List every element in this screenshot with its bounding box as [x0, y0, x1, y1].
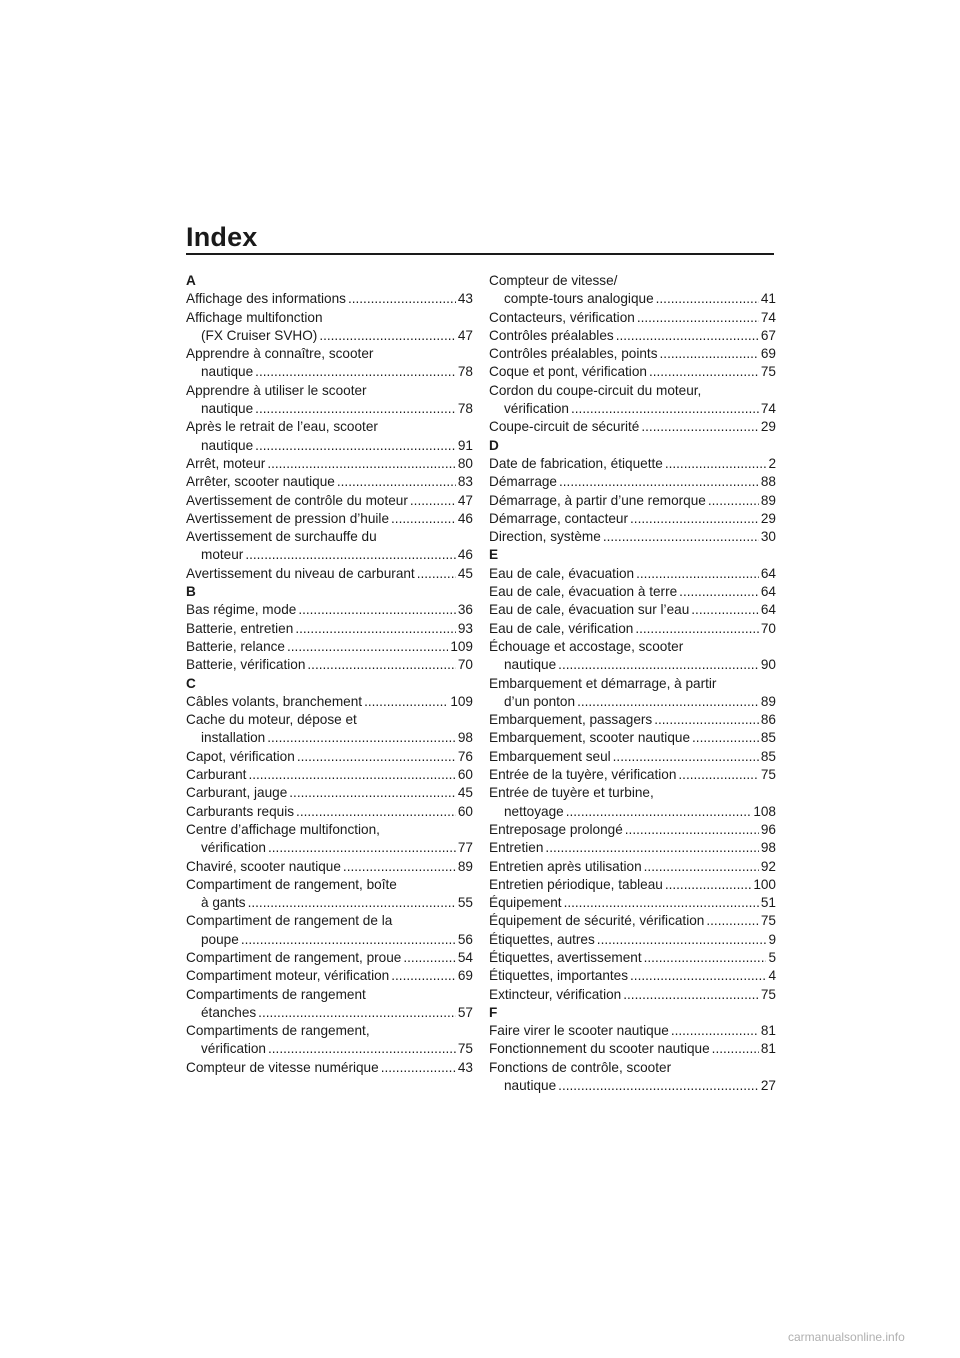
index-entry-label: Arrêter, scooter nautique [186, 474, 335, 490]
index-entry [489, 601, 776, 619]
index-column-right [489, 272, 776, 1095]
dot-leader [417, 565, 456, 583]
index-entry-text: Compteur de vitesse/ [489, 273, 618, 288]
index-entry-text: Embarquement et démarrage, à partir [489, 675, 717, 691]
index-letter-heading: B [186, 584, 196, 600]
index-page-number: 70 [457, 657, 473, 673]
index-page-number: 75 [760, 913, 776, 929]
index-page-number: 60 [457, 767, 473, 783]
index-page-number: 64 [760, 584, 776, 600]
index-entry [186, 693, 473, 711]
index-entry [186, 949, 473, 967]
index-entry [186, 492, 473, 510]
index-entry [489, 345, 776, 363]
dot-leader [665, 876, 751, 894]
index-entry [186, 1059, 473, 1077]
index-entry-label: Compartiment de rangement, proue [186, 949, 402, 965]
index-entry-label: Avertissement de pression d’huile [186, 510, 390, 526]
index-entry-label: Coque et pont, vérification [489, 364, 647, 380]
dot-leader [623, 986, 759, 1004]
index-page-number: 88 [760, 474, 776, 490]
index-entry-label: vérification [201, 840, 266, 856]
index-entry-label: Eau de cale, évacuation [489, 565, 635, 581]
page-title: Index [186, 222, 258, 252]
index-page-number: 43 [457, 1059, 473, 1075]
index-page-number: 75 [760, 986, 776, 1002]
dot-leader [644, 949, 767, 967]
index-entry [489, 986, 776, 1004]
index-entry-text: Compartiments de rangement, [186, 1023, 370, 1039]
dot-leader [641, 418, 759, 436]
index-page-number: 47 [457, 492, 473, 508]
dot-leader [391, 510, 456, 528]
index-page-number: 56 [457, 931, 473, 947]
index-entry [489, 729, 776, 747]
index-entry-label: nautique [201, 364, 254, 380]
dot-leader [625, 821, 759, 839]
dot-leader [241, 931, 456, 949]
index-entry-text: Compartiments de rangement [186, 986, 366, 1002]
index-entry-label: nautique [504, 1078, 557, 1094]
index-entry [489, 656, 776, 674]
dot-leader [656, 290, 759, 308]
index-entry-text: Cordon du coupe-circuit du moteur, [489, 382, 702, 398]
index-entry [489, 510, 776, 528]
dot-leader [577, 693, 759, 711]
index-page-number: 74 [760, 309, 776, 325]
index-entry-label: Extincteur, vérification [489, 986, 622, 1002]
index-page-number: 96 [760, 821, 776, 837]
index-page-number: 98 [760, 840, 776, 856]
index-page-number: 67 [760, 327, 776, 343]
index-entry-label: Affichage des informations [186, 291, 346, 307]
dot-leader [712, 1040, 759, 1058]
dot-leader [381, 1059, 456, 1077]
index-entry-text: Centre d’affichage multifonction, [186, 821, 380, 837]
index-entry-label: Entretien [489, 840, 544, 856]
index-entry [489, 803, 776, 821]
index-page-number: 29 [760, 419, 776, 435]
index-entry-label: Contacteurs, vérification [489, 309, 635, 325]
dot-leader [348, 290, 456, 308]
index-entry [489, 949, 776, 967]
index-page-number: 109 [450, 638, 473, 654]
index-page-number: 78 [457, 401, 473, 417]
index-page-number: 89 [760, 492, 776, 508]
index-entry [186, 1004, 473, 1022]
index-entry-label: Démarrage, à partir d’une remorque [489, 492, 706, 508]
index-page-number: 51 [760, 895, 776, 911]
dot-leader [613, 748, 759, 766]
index-page-number: 75 [760, 767, 776, 783]
dot-leader [654, 711, 759, 729]
dot-leader [649, 363, 759, 381]
index-entry [186, 620, 473, 638]
index-entry [186, 510, 473, 528]
dot-leader [255, 400, 456, 418]
index-entry-label: Entrée de la tuyère, vérification [489, 767, 677, 783]
dot-leader [267, 455, 456, 473]
index-entry [186, 363, 473, 381]
index-page-number: 108 [753, 803, 776, 819]
index-entry-label: Chaviré, scooter nautique [186, 858, 341, 874]
index-page-number: 85 [760, 730, 776, 746]
dot-leader [248, 894, 456, 912]
index-entry [489, 967, 776, 985]
index-page-number: 27 [760, 1078, 776, 1094]
index-entry [186, 1040, 473, 1058]
index-entry [489, 858, 776, 876]
dot-leader [691, 601, 759, 619]
dot-leader [258, 1004, 456, 1022]
index-entry [186, 601, 473, 619]
index-entry [489, 473, 776, 491]
index-entry-label: à gants [201, 895, 246, 911]
index-entry-label: Entretien périodique, tableau [489, 876, 663, 892]
dot-leader [319, 327, 456, 345]
index-entry-label: Embarquement seul [489, 748, 611, 764]
index-entry-label: compte-tours analogique [504, 291, 654, 307]
index-letter-heading: A [186, 273, 196, 288]
dot-leader [307, 656, 455, 674]
index-entry [186, 766, 473, 784]
index-entry-label: Carburant [186, 767, 247, 783]
index-entry [186, 729, 473, 747]
dot-leader [297, 748, 456, 766]
index-page-number: 75 [457, 1041, 473, 1057]
index-entry-label: Contrôles préalables, points [489, 346, 658, 362]
index-page-number: 90 [760, 657, 776, 673]
index-page-number: 85 [760, 748, 776, 764]
index-entry-label: Faire virer le scooter nautique [489, 1023, 669, 1039]
dot-leader [248, 766, 455, 784]
index-entry [186, 546, 473, 564]
index-page-number: 69 [760, 346, 776, 362]
index-page-number: 43 [457, 291, 473, 307]
index-entry [489, 583, 776, 601]
index-entry-label: Eau de cale, évacuation sur l’eau [489, 602, 690, 618]
index-entry [186, 437, 473, 455]
index-entry [489, 455, 776, 473]
index-entry [489, 693, 776, 711]
dot-leader [287, 638, 448, 656]
index-entry-label: Bas régime, mode [186, 602, 297, 618]
dot-leader [364, 693, 448, 711]
dot-leader [267, 729, 456, 747]
index-entry-label: nautique [201, 401, 254, 417]
index-page-number: 75 [760, 364, 776, 380]
index-letter-heading: C [186, 675, 196, 691]
dot-leader [630, 967, 766, 985]
index-entry-label: Capot, vérification [186, 748, 295, 764]
index-entry-label: Entretien après utilisation [489, 858, 642, 874]
index-entry-label: (FX Cruiser SVHO) [201, 327, 318, 343]
index-entry [489, 620, 776, 638]
dot-leader [678, 766, 758, 784]
dot-leader [679, 583, 759, 601]
dot-leader [597, 931, 767, 949]
dot-leader [337, 473, 456, 491]
index-entry [489, 1022, 776, 1040]
index-entry-label: Étiquettes, importantes [489, 968, 629, 984]
index-entry-text: Affichage multifonction [186, 309, 323, 325]
index-page-number: 81 [760, 1041, 776, 1057]
index-entry-text: Apprendre à connaître, scooter [186, 346, 374, 362]
dot-leader [671, 1022, 759, 1040]
index-entry-label: étanches [201, 1004, 257, 1020]
index-entry-label: Batterie, relance [186, 638, 285, 654]
index-entry-label: Carburants requis [186, 803, 295, 819]
index-entry-text: Avertissement de surchauffe du [186, 529, 377, 545]
index-page-number: 100 [753, 876, 776, 892]
index-letter-heading: E [489, 547, 499, 563]
index-page-number: 64 [760, 602, 776, 618]
dot-leader [255, 363, 456, 381]
index-entry-text: Fonctions de contrôle, scooter [489, 1059, 672, 1075]
index-entry-label: Carburant, jauge [186, 785, 288, 801]
dot-leader [403, 949, 456, 967]
index-entry-label: Arrêt, moteur [186, 455, 266, 471]
index-page-number: 89 [760, 693, 776, 709]
index-page-number: 74 [760, 401, 776, 417]
index-entry-text: Après le retrait de l’eau, scooter [186, 419, 378, 435]
index-page-number: 29 [760, 510, 776, 526]
index-entry [489, 1040, 776, 1058]
index-page-number: 77 [457, 840, 473, 856]
index-entry [186, 638, 473, 656]
index-page-number: 5 [768, 949, 776, 965]
dot-leader [637, 309, 759, 327]
index-entry [186, 784, 473, 802]
dot-leader [545, 839, 758, 857]
index-entry-label: Direction, système [489, 529, 601, 545]
dot-leader [296, 803, 456, 821]
dot-leader [343, 858, 456, 876]
index-page-number: 80 [457, 455, 473, 471]
index-page-number: 76 [457, 748, 473, 764]
index-entry-label: Câbles volants, branchement [186, 693, 363, 709]
watermark: carmanualsonline.info [788, 1330, 905, 1344]
index-entry [489, 821, 776, 839]
index-entry-label: Fonctionnement du scooter nautique [489, 1041, 710, 1057]
dot-leader [289, 784, 456, 802]
index-page-number: 41 [760, 291, 776, 307]
index-page-number: 98 [457, 730, 473, 746]
index-entry [489, 1077, 776, 1095]
dot-leader [410, 492, 456, 510]
index-page-number: 2 [768, 455, 776, 471]
index-page-number: 81 [760, 1023, 776, 1039]
index-letter-heading: D [489, 437, 499, 453]
index-entry-text: Compartiment de rangement de la [186, 913, 393, 929]
index-page-number: 86 [760, 712, 776, 728]
index-entry-label: Compteur de vitesse numérique [186, 1059, 379, 1075]
dot-leader [566, 803, 752, 821]
index-entry [489, 565, 776, 583]
dot-leader [706, 912, 759, 930]
index-entry-label: Eau de cale, vérification [489, 620, 634, 636]
dot-leader [630, 510, 759, 528]
index-page-number: 83 [457, 474, 473, 490]
index-entry-label: Embarquement, scooter nautique [489, 730, 691, 746]
index-entry [489, 528, 776, 546]
index-entry [489, 876, 776, 894]
index-entry [186, 400, 473, 418]
index-entry-label: Embarquement, passagers [489, 712, 653, 728]
index-page-number: 45 [457, 785, 473, 801]
index-page-number: 30 [760, 529, 776, 545]
index-entry [489, 931, 776, 949]
index-page-number: 64 [760, 565, 776, 581]
index-entry [186, 803, 473, 821]
dot-leader [391, 967, 456, 985]
dot-leader [665, 455, 767, 473]
index-entry [489, 894, 776, 912]
index-entry-label: Date de fabrication, étiquette [489, 455, 663, 471]
index-entry-label: Entreposage prolongé [489, 821, 623, 837]
index-entry-text: Échouage et accostage, scooter [489, 638, 684, 654]
index-entry [489, 290, 776, 308]
index-entry-label: Contrôles préalables [489, 327, 614, 343]
index-entry-label: Coupe-circuit de sécurité [489, 419, 640, 435]
index-page-number: 47 [457, 327, 473, 343]
index-entry-label: poupe [201, 931, 239, 947]
index-entry-label: Étiquettes, avertissement [489, 949, 642, 965]
dot-leader [564, 894, 759, 912]
index-entry [186, 473, 473, 491]
index-entry [489, 309, 776, 327]
index-page-number: 46 [457, 510, 473, 526]
index-entry-label: Batterie, vérification [186, 657, 306, 673]
index-page-number: 89 [457, 858, 473, 874]
index-entry [186, 894, 473, 912]
index-page-number: 57 [457, 1004, 473, 1020]
index-entry [186, 748, 473, 766]
index-entry-label: Compartiment moteur, vérification [186, 968, 390, 984]
index-page-number: 55 [457, 895, 473, 911]
index-entry-label: Batterie, entretien [186, 620, 294, 636]
index-entry-label: installation [201, 730, 266, 746]
index-entry-label: Équipement [489, 895, 562, 911]
index-entry-label: Eau de cale, évacuation à terre [489, 584, 678, 600]
index-entry [186, 839, 473, 857]
index-entry-text: Apprendre à utiliser le scooter [186, 382, 367, 398]
dot-leader [708, 492, 759, 510]
index-entry-text: Entrée de tuyère et turbine, [489, 785, 654, 801]
index-entry [186, 455, 473, 473]
dot-leader [268, 1040, 456, 1058]
index-entry [186, 290, 473, 308]
index-page-number: 60 [457, 803, 473, 819]
index-entry-label: vérification [504, 401, 569, 417]
index-entry [489, 363, 776, 381]
index-page-number: 9 [768, 931, 776, 947]
index-column-left [186, 272, 473, 1077]
index-page-number: 45 [457, 565, 473, 581]
index-entry-label: nettoyage [504, 803, 564, 819]
index-entry-text: Compartiment de rangement, boîte [186, 876, 397, 892]
dot-leader [660, 345, 759, 363]
index-entry-label: moteur [201, 547, 244, 563]
index-entry-label: Avertissement du niveau de carburant [186, 565, 415, 581]
index-entry [489, 400, 776, 418]
index-entry-label: Étiquettes, autres [489, 931, 595, 947]
dot-leader [603, 528, 759, 546]
dot-leader [644, 858, 759, 876]
index-entry [489, 327, 776, 345]
index-entry [186, 967, 473, 985]
dot-leader [636, 565, 759, 583]
index-page-number: 92 [760, 858, 776, 874]
dot-leader [559, 473, 759, 491]
index-entry [186, 565, 473, 583]
dot-leader [298, 601, 456, 619]
index-page-number: 36 [457, 602, 473, 618]
index-entry-label: vérification [201, 1041, 266, 1057]
dot-leader [255, 437, 456, 455]
index-entry [186, 931, 473, 949]
index-entry [489, 912, 776, 930]
index-page-number: 70 [760, 620, 776, 636]
index-page-number: 69 [457, 968, 473, 984]
index-entry [489, 418, 776, 436]
index-entry-label: Avertissement de contrôle du moteur [186, 492, 408, 508]
index-letter-heading: F [489, 1004, 498, 1020]
dot-leader [295, 620, 456, 638]
title-rule [186, 253, 774, 255]
index-entry-text: Cache du moteur, dépose et [186, 712, 357, 728]
index-entry-label: Équipement de sécurité, vérification [489, 913, 705, 929]
dot-leader [692, 729, 759, 747]
index-entry [489, 766, 776, 784]
index-page-number: 109 [450, 693, 473, 709]
index-page-number: 54 [457, 949, 473, 965]
dot-leader [268, 839, 456, 857]
index-entry [489, 492, 776, 510]
index-entry-label: nautique [201, 437, 254, 453]
index-entry-label: Démarrage [489, 474, 557, 490]
index-entry [489, 748, 776, 766]
index-page-number: 78 [457, 364, 473, 380]
dot-leader [558, 656, 759, 674]
index-entry-label: d’un ponton [504, 693, 576, 709]
dot-leader [616, 327, 759, 345]
dot-leader [558, 1077, 759, 1095]
index-entry [186, 858, 473, 876]
index-entry-label: Démarrage, contacteur [489, 510, 629, 526]
index-page-number: 46 [457, 547, 473, 563]
index-page-number: 91 [457, 437, 473, 453]
index-entry [186, 656, 473, 674]
dot-leader [571, 400, 759, 418]
index-entry [186, 327, 473, 345]
index-entry-label: nautique [504, 657, 557, 673]
index-entry [489, 839, 776, 857]
index-page-number: 93 [457, 620, 473, 636]
index-page-number: 4 [768, 968, 776, 984]
dot-leader [635, 620, 759, 638]
index-entry [489, 711, 776, 729]
dot-leader [245, 546, 456, 564]
